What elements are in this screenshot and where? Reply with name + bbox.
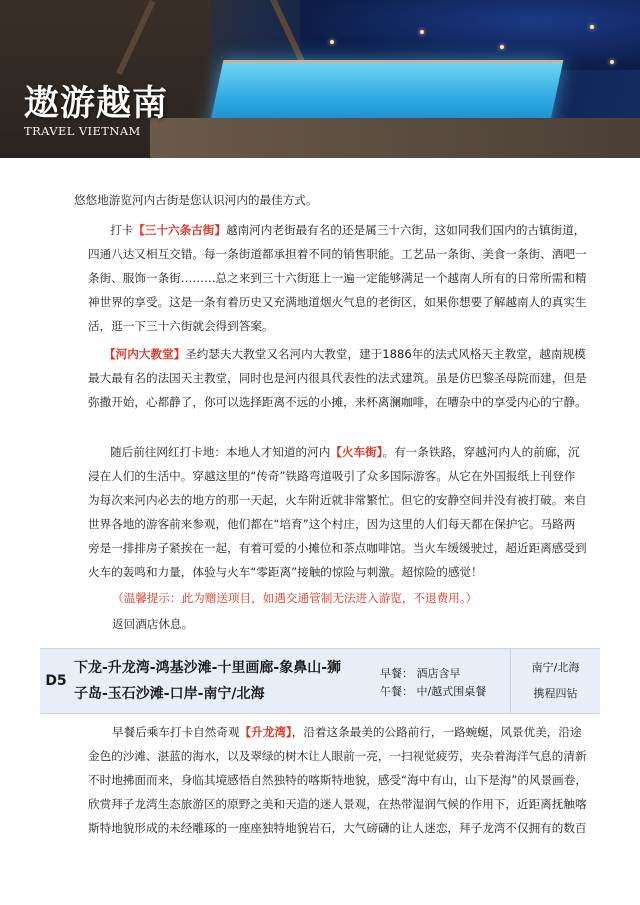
bay-line1 [112, 720, 600, 744]
day-number: D5 [45, 673, 67, 689]
day-route [74, 655, 370, 707]
train-lead: 随后前往网红打卡地：本地人才知道的河内 [110, 445, 331, 459]
street36-line5: 活，逛一下三十六街就会得到答案。 [88, 319, 274, 333]
city-light [590, 25, 594, 29]
city-light [420, 30, 424, 34]
bay-line2: 金色的沙滩、湛蓝的海水，以及翠绿的树木让人眼前一亮，一扫视觉疲劳，夹杂着海洋气息的清新 [88, 749, 587, 763]
header-banner [0, 0, 640, 158]
bay-line3: 不时地拂面而来，身临其境感悟自然独特的喀斯特地貌，感受“海中有山，山下是海”的风景画卷， [88, 773, 587, 787]
train-line3: 为每次来河内必去的地方的那一天起，火车附近就非常繁忙。但它的安静空间并没有被打破。来自 [88, 493, 587, 507]
train-highlight: 【火车街】 [330, 445, 383, 459]
banner-subtitle: TRAVEL VIETNAM [24, 124, 141, 138]
breakfast-info: 早餐： 酒店含早 [380, 667, 461, 680]
intro-line: 悠悠地游览河内古街是您认识河内的最佳方式。 [74, 193, 318, 207]
train-line2: 浸在人们的生活中。穿越这里的“传奇”铁路弯道吸引了众多国际游客。从它在外国报纸上刊登作 [88, 469, 576, 483]
cathedral-line2: 最大最有名的法国天主教堂，同时也是河内很具代表性的法式建筑。虽是仿巴黎圣母院而建，但是 [88, 371, 587, 385]
street36-lead: 打卡 [110, 223, 134, 237]
city-light [330, 40, 334, 44]
hotel-city: 南宁/北海 [531, 661, 580, 674]
bay-line5: 斯特地貌形成的未经雕琢的一座座独特地貌岩石，大气磅礴的让人迷恋，拜子龙湾不仅拥有的数百 [88, 821, 587, 835]
day-route-line1: 下龙-升龙湾-鸿基沙滩-十里画廊-象鼻山-狮 [74, 660, 342, 676]
street36-line1 [110, 218, 600, 242]
bay-highlight: 【升龙湾】 [239, 725, 292, 739]
deck-image [150, 118, 640, 158]
train-line1 [110, 440, 600, 464]
train-line5: 旁是一排排房子紧挨在一起，有着可爱的小摊位和茶点咖啡馆。当火车缓缓驶过，超近距离感受到 [88, 541, 587, 555]
street36-line3: 条街、服饰一条街………总之来到三十六街逛上一遍一定能够满足一个越南人所有的日常所需和精 [88, 271, 587, 285]
cathedral-text: 圣约瑟夫大教堂又名河内大教堂，建于1886年的法式风格天主教堂，越南规模 [185, 347, 586, 361]
train-line6: 火车的轰鸣和力量，体验与火车“零距离”接触的惊险与刺激。超惊险的感觉！ [88, 565, 483, 579]
cathedral-highlight: 【河内大教堂】 [104, 347, 186, 361]
hotel-info [510, 649, 600, 713]
street36-line4: 神世界的享受。这是一条有着历史又充满地道烟火气息的老街区，如果你想要了解越南人的真实生 [88, 295, 587, 309]
return-hotel: 返回酒店休息。 [112, 617, 194, 631]
day-route-line2: 子岛-玉石沙滩-口岸-南宁/北海 [74, 686, 265, 702]
train-text: 。有一条铁路，穿越河内人的前廊，沉 [382, 445, 580, 459]
hotel-rating: 携程四钻 [533, 687, 578, 700]
bay-line4: 欣赏拜子龙湾生态旅游区的原野之美和天造的迷人景观，在热带湿润气候的作用下，近距离抚触喀 [88, 797, 587, 811]
bay-lead: 早餐后乘车打卡自然奇观 [112, 725, 240, 739]
train-line4: 世界各地的游客前来参观，他们都在“培育”这个村庄，因为这里的人们每天都在保护它。马路两 [88, 517, 576, 531]
banner-title: 遨游越南 [24, 84, 169, 124]
street36-text: 越南河内老街最有名的还是属三十六街，这如同我们国内的古镇街道， [225, 223, 586, 237]
lunch-info: 午餐： 中/越式围桌餐 [380, 685, 487, 698]
day5-header [40, 648, 600, 714]
bay-text: ，沿着这条最美的公路前行，一路蜿蜒，风景优美，沿途 [291, 725, 582, 739]
cathedral-line1 [104, 342, 604, 366]
city-light [610, 60, 614, 64]
cathedral-line3: 弥撒开始，心都静了，你可以选择距离不远的小摊，来杯离澜咖啡，在嘈杂中的享受内心的宁静。 [88, 395, 587, 409]
warm-tip: （温馨提示：此为赠送项目，如遇交通管制无法进入游览，不退费用。） [112, 591, 478, 605]
street36-highlight: 【三十六条古街】 [133, 223, 226, 237]
city-light [500, 45, 504, 49]
street36-line2: 四通八达又相互交错。每一条街道都承担着不同的销售职能。工艺品一条街、美食一条街、酒吧一 [88, 247, 587, 261]
